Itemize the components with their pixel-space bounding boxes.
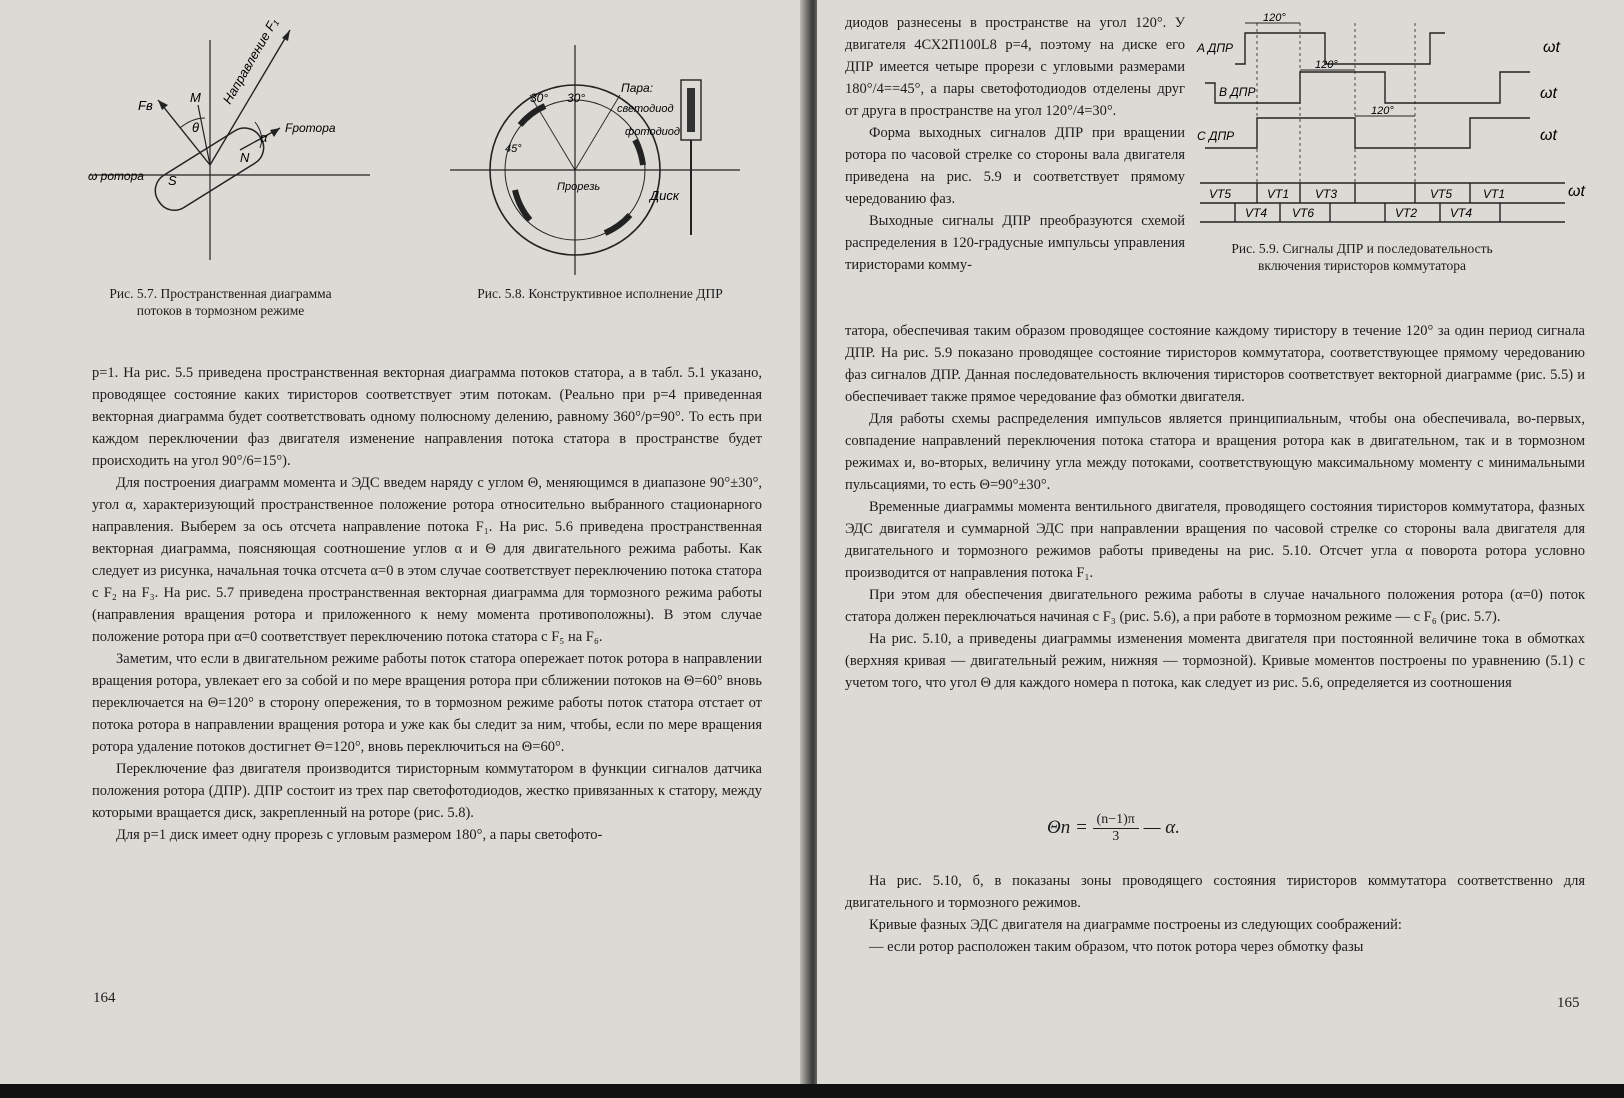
right-bottom-text <box>845 870 1585 958</box>
bottom-edge <box>0 1084 1624 1098</box>
fig58-label-30-b: 30° <box>567 91 586 105</box>
right-paragraph: Временные диаграммы момента вентильного двигателя, проводящего состояния тиристоров коммутатора, фазных ЭДС двигателя и суммарной ЭДС при направлении вращения по часовой стрелке со стороны вала двигателя для двигательного и тормозного режимов работы приведены на рис. 5.10. Отсчет угла α поворота ротора условно производится от направления потока F₁. <box>845 499 1585 581</box>
figure-5-7-diagram <box>80 10 380 270</box>
fig57-label-theta: θ <box>192 120 200 135</box>
figure-5-8-caption: Рис. 5.8. Конструктивное исполнение ДПР <box>477 286 723 301</box>
fig57-label-f-direction: Направление F₁ <box>219 15 281 107</box>
fig58-label-45: 45° <box>505 143 522 155</box>
fig59-label-wt: ωt <box>1568 183 1585 200</box>
left-paragraph: p=1. На рис. 5.5 приведена пространственная векторная диаграмма потоков статора, а в табл. 5.1 указано, проводящее состояние каких тиристоров соответствует этим потокам. (Реально при p=4 приведенная векторная диаграмма будет соответствовать одному полюсному делению, равному 360°/p=90°. То есть при каждом переключении фаз двигателя изменение направления потока статора в пространстве будет происходить на угол 90°/6=15°). <box>92 365 762 469</box>
right-bottom-paragraph: Кривые фазных ЭДС двигателя на диаграмме построены из следующих соображений: <box>869 917 1402 933</box>
fig58-label-slot: Прорезь <box>557 181 601 193</box>
fig59-label-120: 120° <box>1371 105 1394 117</box>
right-top-paragraph: Выходные сигналы ДПР преобразуются схемой распределения в 120-градусные импульсы управления тиристорами комму- <box>845 213 1185 273</box>
right-bottom-paragraph: На рис. 5.10, б, в показаны зоны проводящего состояния тиристоров коммутатора соответственно для двигательного и тормозного режимов. <box>845 873 1585 911</box>
right-top-text <box>845 12 1185 276</box>
fig59-vt-top: VT1 <box>1483 187 1506 201</box>
right-body-text <box>845 320 1585 694</box>
fig57-label-m: M <box>190 90 201 105</box>
figure-5-9-caption: Рис. 5.9. Сигналы ДПР и последовательность включения тиристоров коммутатора <box>1231 241 1493 273</box>
figure-5-7-caption: Рис. 5.7. Пространственная диаграмма потоков в тормозном режиме <box>109 286 332 318</box>
fig58-label-30-a: 30° <box>530 91 549 105</box>
fig58-label-led: светодиод <box>617 103 674 115</box>
right-bottom-paragraph: — если ротор расположен таким образом, что поток ротора через обмотку фазы <box>869 939 1364 955</box>
fig59-vt-top: VT5 <box>1209 187 1232 201</box>
right-page <box>817 0 1624 1084</box>
fig59-label-120: 120° <box>1315 59 1338 71</box>
right-top-paragraph: диодов разнесены в пространстве на угол 120°. У двигателя 4СХ2П100L8 p=4, поэтому на диске его ДПР имеется четыре прорези с угловыми размерами 180°/4==45°, а пары светофотодиодов отделены друг от друга в пространстве на угол 120°/4=30°. <box>845 15 1185 119</box>
fig59-label-wt: ωt <box>1540 85 1557 102</box>
fig59-vt-bottom: VT4 <box>1450 206 1473 220</box>
fig59-vt-top: VT3 <box>1315 187 1338 201</box>
fig57-label-s: S <box>168 173 177 188</box>
formula-numerator: (n−1)π <box>1093 812 1139 829</box>
formula-lhs: Θn = <box>1047 816 1088 838</box>
fig59-label-wt: ωt <box>1543 39 1560 56</box>
fig57-label-fb: Fв <box>138 98 153 113</box>
left-paragraph: Для построения диаграмм момента и ЭДС введем наряду с углом Θ, меняющимся в диапазоне 90°±30°, угол α, характеризующий пространственное положение ротора относительно выбранного стационарного направления. Выберем за ось отсчета направление потока F₁. На рис. 5.6 приведена пространственная векторная диаграмма, поясняющая соотношение углов α и Θ для двигательного режима работы. Как следует из рисунка, начальная точка отсчета α=0 в этом случае соответствует переключению потока статора с F₂ на F₃. На рис. 5.7 приведена пространственная векторная диаграмма для тормозного режима работы (направления вращения ротора и приложенного к нему момента противоположны). В этом случае положение ротора при α=0 соответствует переключению потока статора с F₅ на F₆. <box>92 475 762 645</box>
left-paragraph: Заметим, что если в двигательном режиме работы поток статора опережает поток ротора в направлении вращения ротора, увлекает его за собой и по мере вращения ротора при сближении потоков на Θ=60° вновь переключается на Θ=120° в сторону опережения, то в тормозном режиме работы поток статора отстает от потока ротора в направлении вращения ротора и уже как бы следит за ним, чтобы, если по мере вращения ротора удаление потоков достигнет Θ=120°, вновь переключиться на Θ=60°. <box>92 651 762 755</box>
figure-5-8-diagram <box>445 40 765 280</box>
page-number-left: 164 <box>93 990 116 1006</box>
formula-theta-n <box>1047 812 1180 845</box>
fig59-label-b: B ДПР <box>1219 85 1256 99</box>
fig58-label-photodiode: фотодиод <box>625 126 680 138</box>
right-paragraph: На рис. 5.10, а приведены диаграммы изменения момента двигателя при постоянной величине тока в обмотках (верхняя кривая — двигательный режим, нижняя — тормозной). Кривые моментов построены по уравнению (5.1) с учетом того, что угол Θ для каждого номера n потока, как следует из рис. 5.6, определяется из соотношения <box>845 631 1585 691</box>
fig58-label-pair: Пара: <box>621 81 654 95</box>
formula-rhs: — α. <box>1143 816 1180 838</box>
right-paragraph: Для работы схемы распределения импульсов является принципиальным, чтобы она обеспечивала, во-первых, совпадение направлений переключения потока статора и вращения ротора как в двигательном, так и в тормозном режимах и, во-вторых, величину угла между потоками, соответствующую максимальному моменту с минимальными пульсациями, то есть Θ=90°±30°. <box>845 411 1585 493</box>
fig59-label-c: C ДПР <box>1197 129 1235 143</box>
fig59-label-wt: ωt <box>1540 127 1557 144</box>
fig59-vt-bottom: VT6 <box>1292 206 1315 220</box>
fig57-label-n: N <box>240 150 250 165</box>
formula-fraction <box>1093 812 1139 845</box>
left-paragraph: Для p=1 диск имеет одну прорезь с угловым размером 180°, а пары светофото- <box>116 827 603 843</box>
fig57-label-alpha: α <box>260 130 268 145</box>
fig57-label-omega: ω ротора <box>88 169 144 183</box>
figure-5-9-timing-diagram <box>1195 8 1595 228</box>
fig59-label-a: A ДПР <box>1197 41 1234 55</box>
fig59-vt-top: VT1 <box>1267 187 1290 201</box>
fig58-label-disk: Диск <box>650 188 680 203</box>
right-paragraph: татора, обеспечивая таким образом проводящее состояние каждому тиристору в течение 120° за один период сигнала ДПР. На рис. 5.9 показано проводящее состояние тиристоров коммутатора, соответствующее прямому чередованию фаз сигналов ДПР. Данная последовательность включения тиристоров соответствует векторной диаграмме (рис. 5.5) и обеспечивает также прямое чередование фаз обмотки двигателя. <box>845 323 1585 405</box>
left-paragraph: Переключение фаз двигателя производится тиристорным коммутатором в функции сигналов датчика положения ротора (ДПР). ДПР состоит из трех пар светофотодиодов, жестко привязанных к статору, между которыми вращается диск, закрепленный на роторе (рис. 5.8). <box>92 761 762 821</box>
left-page <box>0 0 806 1084</box>
left-body-text <box>92 362 762 846</box>
right-top-paragraph: Форма выходных сигналов ДПР при вращении ротора по часовой стрелке со стороны вала двигателя приведена на рис. 5.9 и соответствует прямому чередованию фаз. <box>845 125 1185 207</box>
fig59-label-120: 120° <box>1263 12 1286 24</box>
page-number-right: 165 <box>1557 995 1580 1011</box>
fig59-vt-top: VT5 <box>1430 187 1453 201</box>
formula-denominator: 3 <box>1112 829 1120 844</box>
fig59-vt-bottom: VT4 <box>1245 206 1268 220</box>
fig59-vt-bottom: VT2 <box>1395 206 1418 220</box>
fig57-label-frotor: Fротора <box>285 121 336 135</box>
right-paragraph: При этом для обеспечения двигательного режима работы в случае начального положения ротора (α=0) поток статора должен переключаться начиная с F₃ (рис. 5.6), а при работе в тормозном режиме — с F₆ (рис. 5.7). <box>845 587 1585 625</box>
